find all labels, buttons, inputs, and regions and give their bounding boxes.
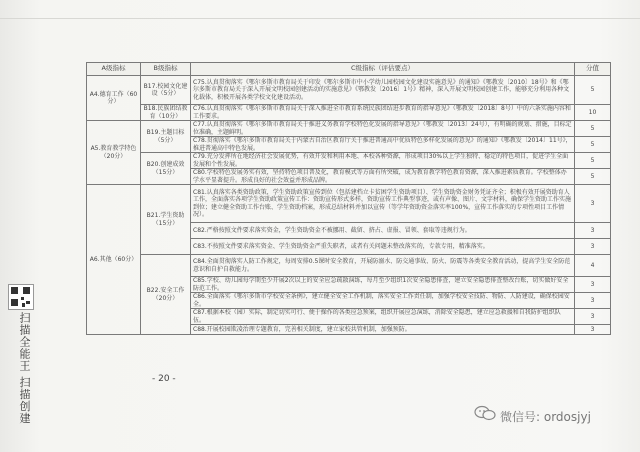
table-row <box>87 105 611 121</box>
score-cell: 3 <box>575 293 611 309</box>
c-level-cell: C78.贯彻落实《鄂尔多斯市教育局关于内蒙古自治区教育厅关于推进普通高中优质特色多样化发展的意见》的通知》《鄂教发〔2014〕11号》，推进普通高中特色发展。 <box>191 137 575 153</box>
score-cell: 3 <box>575 325 611 335</box>
table-row <box>87 76 611 105</box>
page-number: - 20 - <box>152 374 176 384</box>
score-cell: 5 <box>575 169 611 185</box>
table-row <box>87 185 611 223</box>
table-header-row <box>87 63 611 76</box>
wechat-icon <box>474 405 496 421</box>
c-level-cell: C84.全面贯彻落实人防工作规定，每周安排0.5课时安全教育，开展防溺水、防交通事故、防火、防震等各类安全教育活动，提高学生安全防范意识和自护自救能力。 <box>191 255 575 277</box>
c-level-cell: C80.学校特色发展务实有效，坚持特色项目普及化，教育模式等方面有所突破，成为教育教学特色教育资源，深入推进素质教育。学校整体办学水平显著提升。形成良好的社会效益并形成品牌。 <box>191 169 575 185</box>
c-level-cell: C81.认真落实各类资助政策，学生资助政策宣传到位（包括建档立卡贫困学生资助项目）、学生资助资金财务凭证齐全；积极有效开展资助育人工作，全面落实各项学生资助政策宣传工作：资助宣传形式多样，资助宣传工作典型事迹，或有声像、图片、文字材料，确保学生资助工作实施到位；建立健全资助工作台账、学生资助档案，形成总结材料并加以宣传（等学年资助资金落实率100%，宣传工作落实的专项性项目工作情况）。 <box>191 185 575 223</box>
score-cell: 5 <box>575 121 611 137</box>
score-cell: 5 <box>575 153 611 169</box>
header-score: 分值 <box>575 63 611 76</box>
c-level-cell: C76.认真贯彻落实《鄂尔多斯市教育局关于深入推进全市教育系统民族团结进步教育的指导意见》（鄂教发〔2018〕8号）中的六条实施内容和工作要求。 <box>191 105 575 121</box>
c-level-cell: C86.全面落实《鄂尔多斯市学校安全条例》，建立健全安全工作机制，落实安全工作责任制，加强学校安全技防、物防、人防建设，确保校园安全。 <box>191 293 575 309</box>
c-level-cell: C83.不按照文件要求落实资金、学生资助资金严重失职者，或者有关问题未整改落实的，专款专用，精准落实。 <box>191 239 575 255</box>
scanner-app-watermark: 扫描全能王 扫描创建 <box>18 312 31 425</box>
c-level-cell: C82.严格按照文件要求落实资金，学生资助资金不被挪用、截留、挤占、虚报、冒领、套取等违规行为。 <box>191 223 575 239</box>
evaluation-table <box>86 62 611 335</box>
a-level-cell: A6.其他（60分） <box>87 185 141 335</box>
header-a-level: A级指标 <box>87 63 141 76</box>
b-level-cell: B21.学生资助（15分） <box>141 185 191 255</box>
b-level-cell: B18.民族团结教育（10分） <box>141 105 191 121</box>
score-cell: 3 <box>575 223 611 239</box>
score-cell: 3 <box>575 239 611 255</box>
qr-code-icon <box>8 284 34 310</box>
score-cell: 5 <box>575 76 611 105</box>
score-cell: 3 <box>575 309 611 325</box>
c-level-cell: C88.开展校园欺凌治理专题教育，完善相关制度，建立家校共管机制，加强预防。 <box>191 325 575 335</box>
b-level-cell: B19.主题目标（5分） <box>141 121 191 153</box>
header-c-level: C级指标（评估要点） <box>191 63 575 76</box>
b-level-cell: B20.创建成效（15分） <box>141 153 191 185</box>
header-b-level: B级指标 <box>141 63 191 76</box>
c-level-cell: C75.认真贯彻落实《鄂尔多斯市教育局关于印发《鄂尔多斯市中小学幼儿园校园文化建设实施意见》的通知》《鄂教发〔2010〕18号》和《鄂尔多斯市教育局关于深入开展文明校园创建活动的实施意见》《鄂教发〔2016〕1号》精神，深入开展文明校园创建工作，能够充分利用各种文化载体，积极开展各类学校文化建设活动。 <box>191 76 575 105</box>
c-level-cell: C79.充分发挥所在地经济社会发展优势，有效开发和利用本地、本校各种资源，形成项目30%以上学生独特、稳定的特色项目，促进学生全面发展和个性发展。 <box>191 153 575 169</box>
table-row <box>87 255 611 277</box>
table-row <box>87 121 611 137</box>
wechat-watermark: 微信号: ordosjyj <box>500 410 591 424</box>
score-cell: 5 <box>575 137 611 153</box>
score-cell: 3 <box>575 185 611 223</box>
table-row <box>87 153 611 169</box>
score-cell: 10 <box>575 105 611 121</box>
b-level-cell: B17.校园文化建设（5分） <box>141 76 191 105</box>
a-level-cell: A4.德育工作（60分） <box>87 76 141 121</box>
score-cell: 3 <box>575 277 611 293</box>
score-cell: 4 <box>575 255 611 277</box>
b-level-cell: B22.安全工作（20分） <box>141 255 191 335</box>
a-level-cell: A5.教育教学特色（20分） <box>87 121 141 185</box>
c-level-cell: C85.学校、幼儿园每学期至少开展2次以上的安全应急疏散演练，每月至少组织1次安全隐患排查，建立安全隐患排查整改台账，切实做好安全防范工作。 <box>191 277 575 293</box>
c-level-cell: C87.根据本校（园）实际，制定切实可行、便于操作的各类应急预案，组织开展应急演练，消除安全隐患，建立应急救援和自我防护组织队伍。 <box>191 309 575 325</box>
c-level-cell: C77.认真贯彻落实《鄂尔多斯市教育局关于推进义务教育学校特色化发展的指导意见》（鄂教发〔2013〕24号），有明确的规划、措施，目标定位准确，主题鲜明。 <box>191 121 575 137</box>
scan-edge <box>0 18 640 19</box>
